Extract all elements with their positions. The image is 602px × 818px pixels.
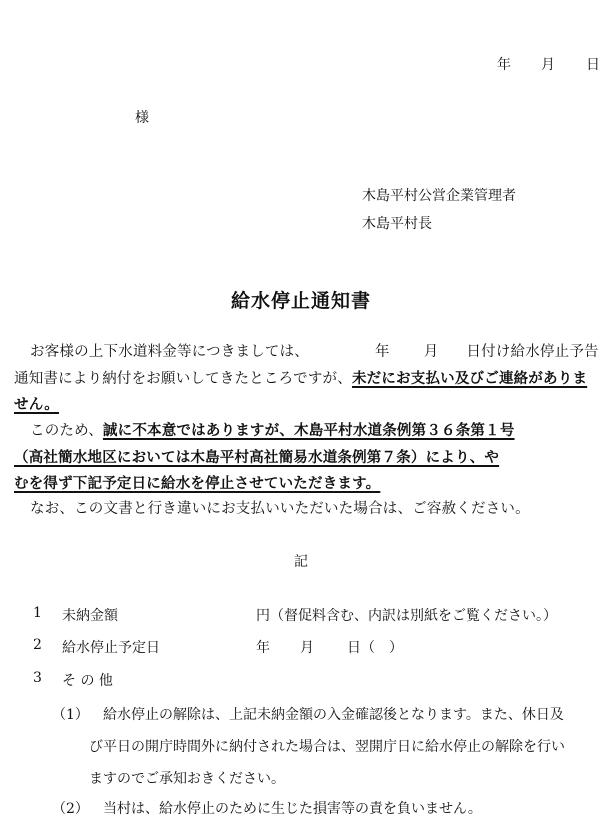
date-day-label: 日 — [586, 57, 600, 73]
item-2-year: 年 — [256, 640, 270, 656]
item-1-label: 未納金額 — [62, 608, 118, 624]
p1-text-b: 日付け給水停止予告 — [466, 344, 599, 360]
p2-bold-2: （高社簡水地区においては木島平村高社簡易水道条例第７条）により、や — [14, 450, 500, 466]
p1-month: 月 — [423, 344, 439, 360]
p1-text-c: 通知書により納付をお願いしてきたところですが、 — [14, 371, 352, 387]
note-2-line-1: 当村は、給水停止のために生じた損害等の責を負いません。 — [103, 801, 482, 817]
note-1-line-2: び平日の開庁時間外に納付された場合は、翌開庁日に給水停止の解除を行い — [89, 739, 565, 755]
note-2-number: （2） — [52, 801, 89, 817]
note-1-number: （1） — [52, 707, 89, 723]
body-line-5 — [14, 446, 499, 467]
body-line-4 — [30, 419, 515, 440]
body-line-7 — [30, 497, 530, 518]
item-2-label: 給水停止予定日 — [62, 640, 160, 656]
item-3-number: 3 — [33, 670, 42, 686]
item-3-label: そ の 他 — [62, 673, 113, 689]
date-month-label: 月 — [541, 57, 555, 73]
page-title: 給水停止通知書 — [231, 290, 372, 312]
body-line-2 — [14, 367, 587, 388]
p1-bold-2: せん。 — [14, 397, 59, 413]
item-2-month: 月 — [300, 640, 314, 656]
p2-text-a: このため、 — [30, 423, 103, 439]
item-2-day: 日（ ） — [347, 640, 403, 656]
item-1-value: 円（督促料含む、内訳は別紙をご覧ください。） — [256, 608, 557, 624]
body-line-1 — [30, 340, 599, 361]
recipient-honorific: 様 — [135, 110, 149, 126]
body-line-3 — [14, 393, 59, 414]
body-line-6 — [14, 472, 380, 493]
note-1-line-1: 給水停止の解除は、上記未納金額の入金確認後となります。また、休日及 — [103, 707, 564, 723]
p2-bold-1: 誠に不本意ではありますが、木島平村水道条例第３６条第１号 — [102, 423, 515, 439]
item-1-number: 1 — [33, 605, 42, 621]
item-2-number: 2 — [33, 637, 42, 653]
p2-bold-3: むを得ず下記予定日に給水を停止させていただきます。 — [14, 476, 381, 492]
p1-bold-1: 未だにお支払い及びご連絡がありま — [351, 371, 588, 387]
ki-heading: 記 — [294, 554, 308, 570]
note-1-line-3: ますのでご承知おきください。 — [89, 771, 285, 787]
p1-year: 年 — [375, 344, 390, 360]
sender-mayor: 木島平村長 — [362, 216, 432, 232]
p3-text: なお、この文書と行き違いにお支払いいただいた場合は、ご容赦ください。 — [30, 501, 530, 517]
sender-manager: 木島平村公営企業管理者 — [362, 188, 516, 204]
date-year-label: 年 — [497, 57, 511, 73]
p1-text-a: お客様の上下水道料金等につきましては、 — [30, 344, 310, 360]
